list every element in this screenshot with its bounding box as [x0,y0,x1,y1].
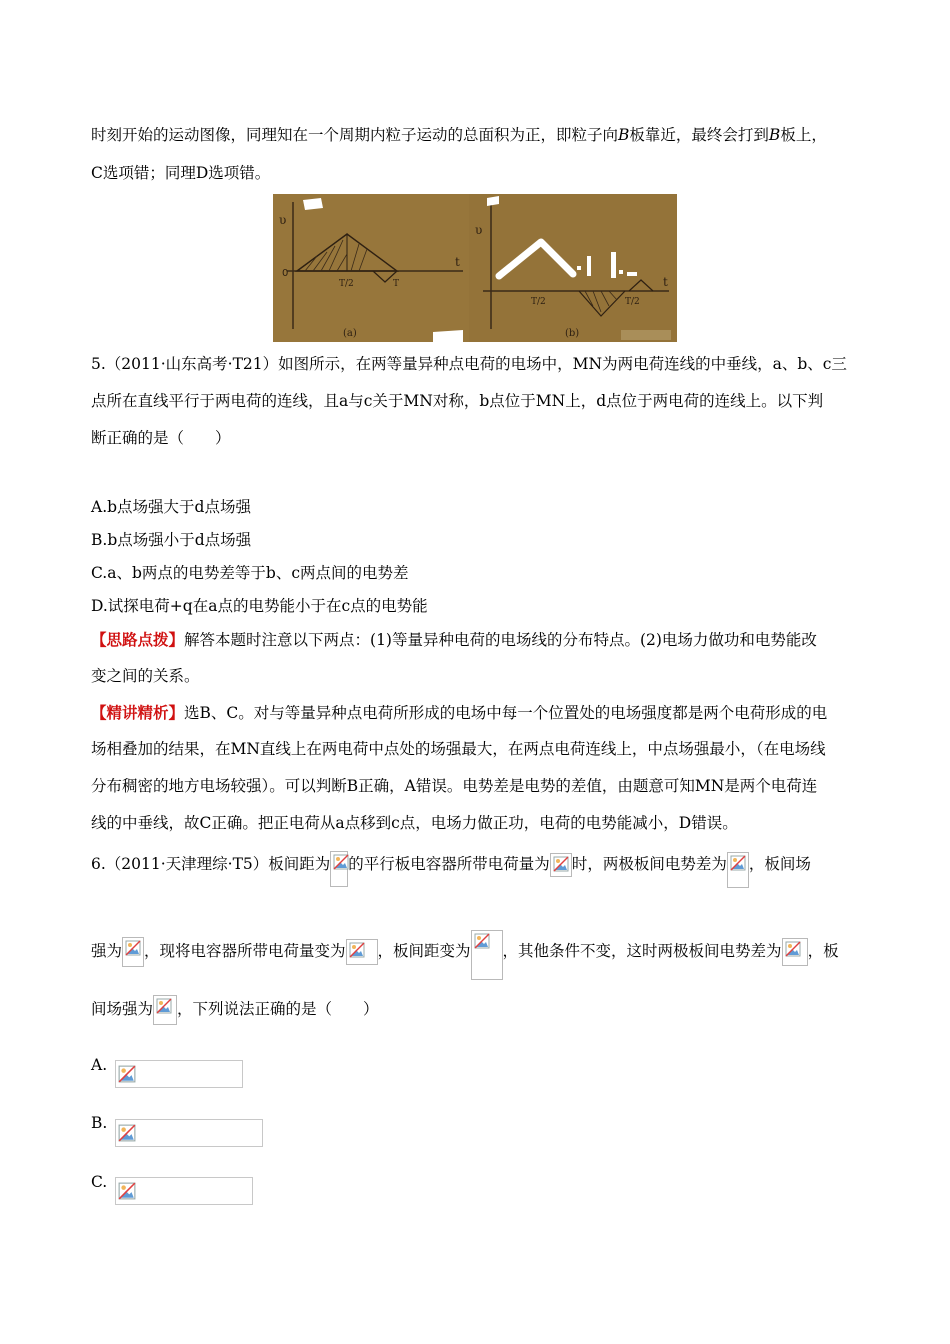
q5-hint-line1: 【思路点拨】解答本题时注意以下两点：(1)等量异种电荷的电场线的分布特点。(2)电场力做功和电势能改 [91,630,817,649]
q5-option-a: A.b点场强大于d点场强 [91,498,251,516]
axis-t-label: t [663,275,668,289]
analysis-label: 【精讲精析】 [91,703,185,722]
q5-option-c: C.a、b两点的电势差等于b、c两点间的电势差 [91,564,409,582]
broken-image-icon [346,939,378,965]
broken-image-icon [118,1182,136,1200]
q5-analysis-line1: 【精讲精析】选B、C。对与等量异种点电荷所形成的电场中每一个位置处的电场强度都是两个电荷形成的电 [91,703,828,722]
origin-label: 0 [282,268,289,279]
broken-image-icon [153,995,177,1025]
q6-option-b-label: B. [91,1114,108,1132]
q5-analysis-line2: 场相叠加的结果，在MN直线上在两电荷中点处的场强最大，在两点电荷连线上，中点场强最小，（在电场线 [91,740,826,758]
q5-analysis-line3: 分布稠密的地方电场较强）。可以判断B正确，A错误。电势差是电势的差值，由题意可知MN是两个电荷连 [91,777,818,795]
paragraph-continuation-line2: C选项错；同理D选项错。 [91,164,271,182]
graph-photo-a [273,194,469,342]
broken-image-icon [118,1124,136,1142]
broken-image-icon [782,938,808,966]
paragraph-continuation: 时刻开始的运动图像，同理知在一个周期内粒子运动的总面积为正，即粒子向B板靠近，最终会打到B板上， [91,126,827,144]
q5-option-d: D.试探电荷+q在a点的电势能小于在c点的电势能 [91,597,428,615]
hint-label: 【思路点拨】 [91,630,185,649]
q6-stem-line2: 强为 ，现将电容器所带电荷量变为 ，板间距变为 ，其他条件不变，这时两极板间电势差为 ，板 [91,924,863,980]
q6-option-a-image [115,1060,243,1088]
graph-photo-b [469,194,677,342]
axis-v-label: υ [279,213,287,227]
q5-option-b: B.b点场强小于d点场强 [91,531,252,549]
q5-stem-line2: 点所在直线平行于两电荷的连线，且a与c关于MN对称，b点位于MN上，d点位于两电荷的连线上。以下判 [91,392,824,410]
q6-option-a-label: A. [91,1056,108,1074]
broken-image-icon [727,852,749,888]
axis-v-label: υ [475,223,483,237]
q6-option-c-label: C. [91,1173,108,1191]
broken-image-icon [122,937,144,967]
q5-hint-line2: 变之间的关系。 [91,667,200,685]
q5-stem-line3: 断正确的是（ ） [91,429,231,447]
tick-label-1: T/2 [339,279,354,289]
tick-label-2: T/2 [625,297,640,307]
q6-stem-line3: 间场强为 ，下列说法正确的是（ ） [91,994,863,1025]
tick-label-2: T [393,279,400,289]
q6-option-b-image [115,1119,263,1147]
q6-stem-line1: 6.（2011·天津理综·T5）板间距为 的平行板电容器所带电荷量为 时，两极板间电势差为 ，板间场 [91,842,863,888]
broken-image-icon [118,1065,136,1083]
axis-t-label: t [455,255,460,269]
broken-image-icon [471,930,503,980]
broken-image-icon [330,851,348,887]
q5-stem-line1: 5.（2011·山东高考·T21）如图所示，在两等量异种点电荷的电场中，MN为两电荷连线的中垂线，a、b、c三 [91,355,847,373]
q6-option-c-image [115,1177,253,1205]
caption-label: (b) [565,328,580,339]
broken-image-icon [550,853,572,877]
q5-analysis-line4: 线的中垂线，故C正确。把正电荷从a点移到c点，电场力做正功，电荷的电势能减小，D错误。 [91,814,738,832]
caption-label: (a) [343,328,357,339]
tick-label-1: T/2 [531,297,546,307]
